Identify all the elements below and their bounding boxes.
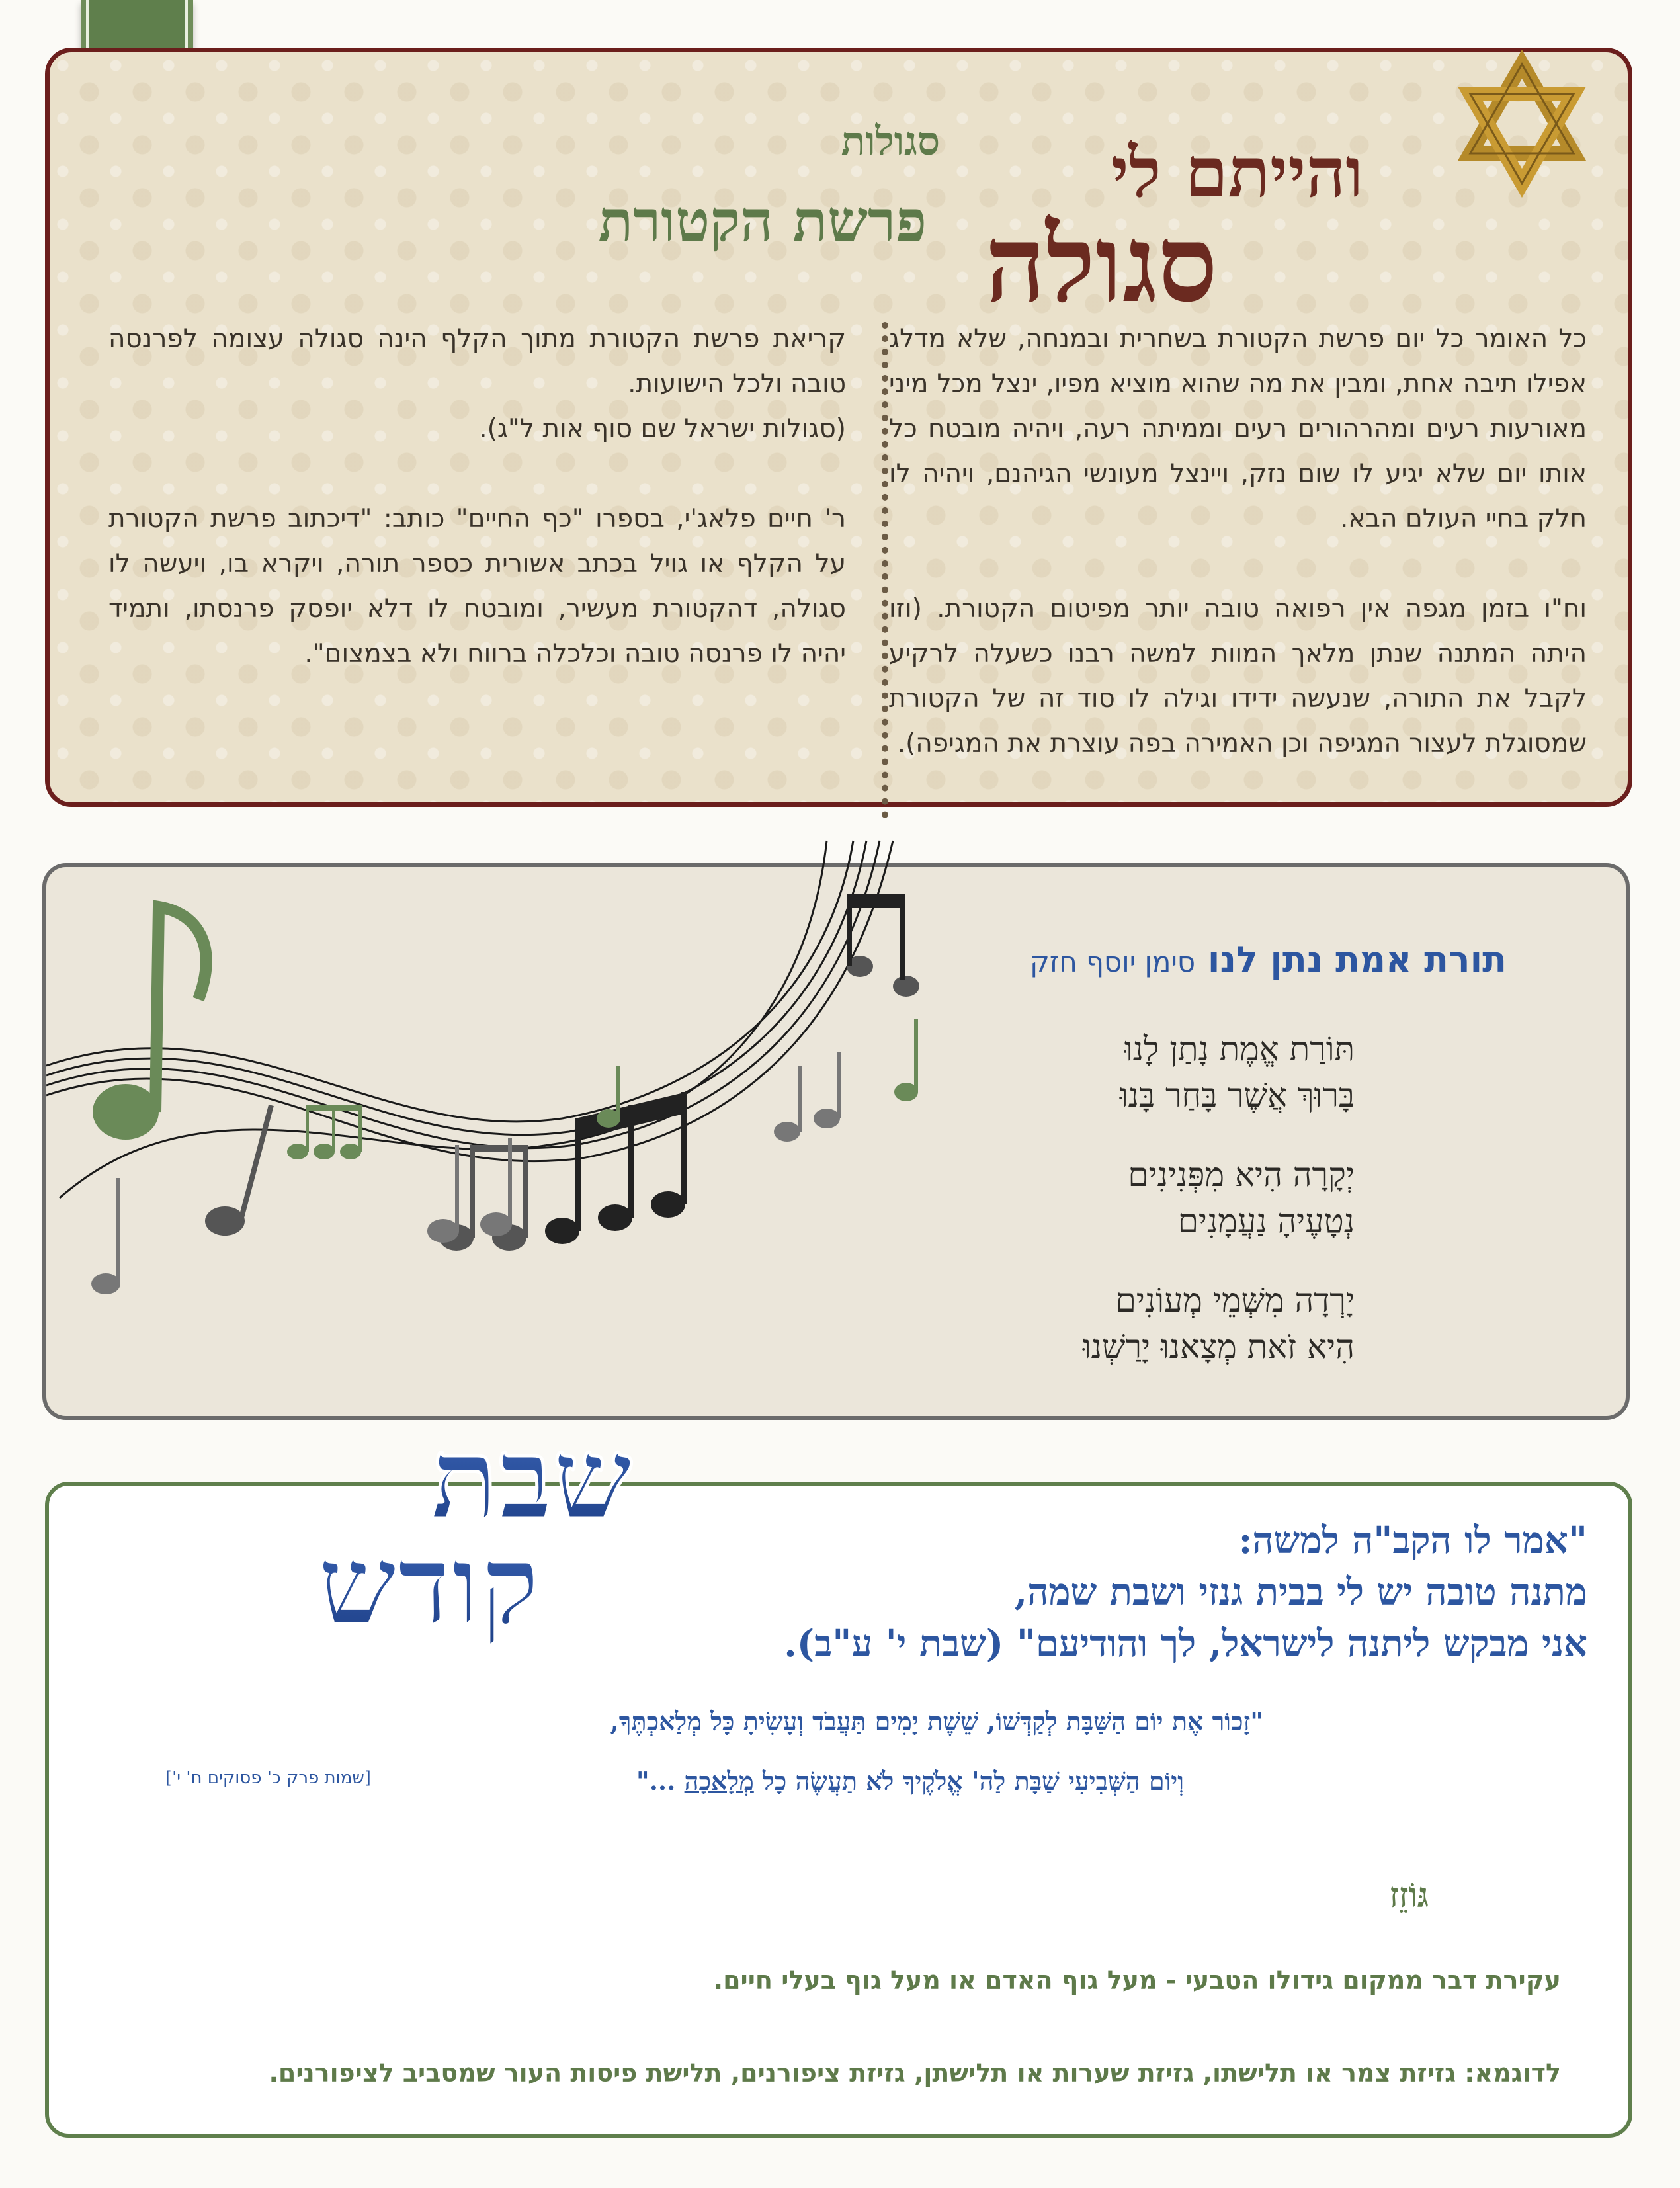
ketoret-paragraph-2: וח"ו בזמן מגפה אין רפואה טובה יותר מפיטום הקטורת. (וזו היתה המתנה שנתן מלאך המוות למשה רבנו כשעלה לרקיע לקבל את התורה, שנעשה ידידו וגילה לו סוד זה של הקטורת שמסוגלת לעצור המגיפה וכן האמירה בפה עוצרת את המגיפה). — [889, 594, 1587, 759]
song-name: תורת אמת נתן לנו — [1207, 939, 1507, 980]
segulah-title-top: והייתם לי — [1111, 132, 1363, 213]
song-author: סימן יוסף חזק — [1030, 946, 1196, 978]
song-panel — [42, 863, 1630, 1420]
quote-line: אני מבקש ליתנה לישראל, לך והודיעם" (שבת י' ע"ב). — [784, 1622, 1587, 1665]
green-note-icon — [93, 907, 206, 1140]
stanza — [1083, 1277, 1355, 1370]
source-citation: (סגולות ישראל שם סוף אות ל"ג). — [479, 414, 846, 444]
segulah-title-big: סגולה — [985, 202, 1218, 326]
segulah-left-column — [108, 317, 846, 722]
star-of-david-icon — [1456, 58, 1588, 190]
verse-reference: [שמות פרק כ' פסוקים ח' י'] — [165, 1768, 371, 1788]
melacha-example: לדוגמא: גזיזת צמר או תלישתו, גזיזת שערות או תלישתן, גזיזת ציפורנים, תלישת פיסות העור שמסביב לציפורנים. — [269, 2058, 1561, 2087]
verse-line-1: "זָכוֹר אֶת יוֹם הַשַּׁבָּת לְקַדְּשׁוֹ, שֵׁשֶׁת יָמִים תַּעֲבֹד וְעָשִׂיתָ כָּל מְלַאכְתֶּךָ, — [610, 1706, 1263, 1736]
melacha-term: גּוֹזֵז — [1389, 1875, 1429, 1915]
music-notes-illustration — [46, 867, 972, 1424]
chaim-palagi-paragraph: ר' חיים פלאג'י, בספרו "כף החיים" כותב: "דיכתוב פרשת הקטורת על הקלף או גויל בכתב אשורית כספר תורה, ויקרא בו, ויעשה לו סגולה, דהקטורת מעשיר, ומובטח לו דלא יופסק פרנסתו, ותמיד יהיה לו פרנסה טובה וכלכלה ברווח ולא בצמצום". — [108, 504, 846, 669]
ketoret-paragraph-1: כל האומר כל יום פרשת הקטורת בשחרית ובמנחה, שלא מדלג אפילו תיבה אחת, ומבין את מה שהוא מוציא מפיו, ינצל מכל מיני מאורעות רעים ומהרהורים רעים וממיתה רעה, ויהיה מובטח כל אותו יום שלא יגיע לו שום נזק, ויינצל מעונשי הגיהנם, ויהיה לו חלק בחיי העולם הבא. — [889, 324, 1587, 534]
stanza-line: תּוֹרַת אֱמֶת נָתַן לָנוּ — [1124, 1030, 1355, 1068]
stanza — [1083, 1026, 1355, 1118]
song-title — [1030, 939, 1507, 980]
parchment-paragraph: קריאת פרשת הקטורת מתוך הקלף הינה סגולה עצומה לפרנסה טובה ולכל הישועות. — [108, 324, 846, 399]
segulah-panel — [45, 48, 1632, 807]
verse-underlined-word: מְלָאכָה — [684, 1766, 754, 1796]
melacha-definition: עקירת דבר ממקום גידולו הטבעי - מעל גוף האדם או מעל גוף בעלי חיים. — [713, 1966, 1561, 1995]
quote-line: מתנה טובה יש לי בבית גנזי ושבת שמה, — [1014, 1570, 1587, 1614]
verse-line-2-main: וְיוֹם הַשְּׁבִיעִי שַׁבָּת לַה' אֱלֹקֶיךָ לֹא תַעֲשֶׂה כָל — [753, 1766, 1184, 1796]
ketoret-subtitle: פרשת הקטורת — [598, 188, 927, 255]
quote-line: "אמר לו הקב"ה למשה: — [1238, 1519, 1587, 1562]
dotted-divider — [882, 322, 888, 818]
shabbat-quote — [291, 1515, 1587, 1669]
verse-line-2-end: ..." — [636, 1766, 685, 1796]
logo-shabbat-text: שבת — [430, 1413, 632, 1545]
stanza — [1083, 1152, 1355, 1244]
segulah-right-column — [889, 317, 1587, 812]
stanza-line: יָרְדָה מִשְּׁמֵי מְעוֹנִים — [1115, 1281, 1355, 1320]
stanza-line: יְקָרָה הִיא מִפְּנִינִים — [1128, 1156, 1355, 1194]
stanza-line: בָּרוּךְ אֲשֶׁר בָּחַר בָּנוּ — [1119, 1076, 1355, 1115]
verse-line-2 — [636, 1766, 1184, 1796]
stanza-line: הִיא זֹאת מְצָאנוּ יָרַשְׁנוּ — [1082, 1327, 1355, 1366]
logo-kodesh-text: קודש — [317, 1519, 540, 1651]
stanza-line: נְטָעֶיהָ נַעֲמָנִים — [1177, 1202, 1355, 1240]
segulot-subtitle: סגולות — [841, 118, 940, 165]
song-stanzas — [1083, 1026, 1355, 1403]
